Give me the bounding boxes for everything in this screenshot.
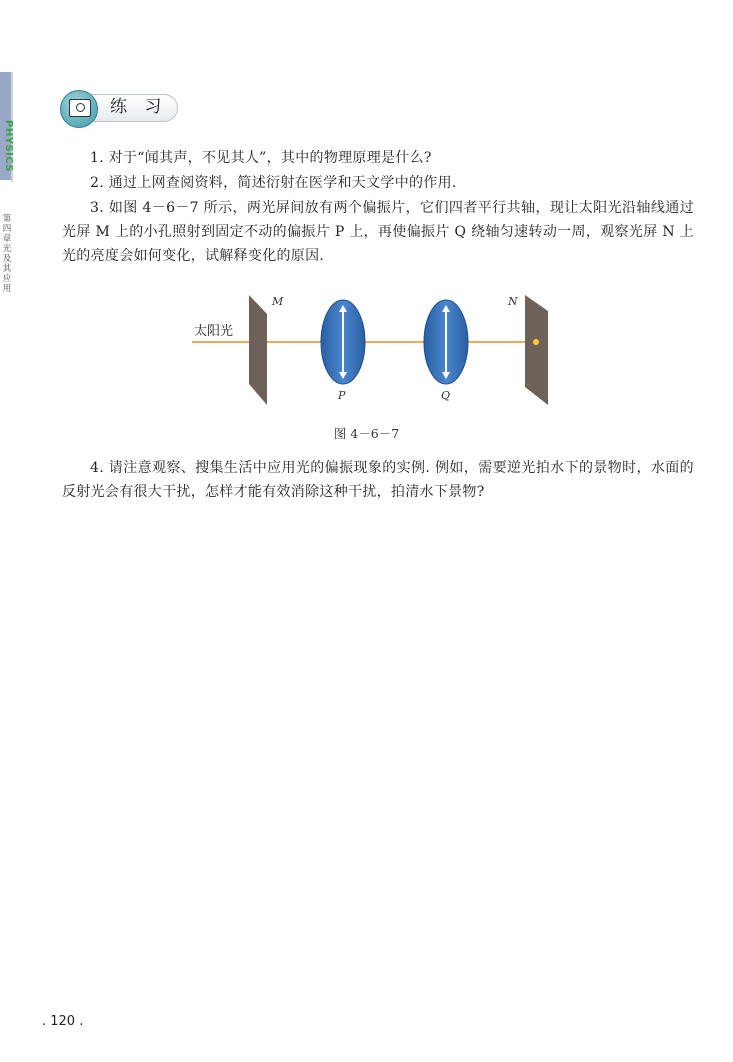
polarizer-p-label: P — [338, 389, 346, 402]
screen-n-label: N — [508, 295, 518, 308]
exercise-badge — [60, 90, 180, 126]
polarizer-diagram — [192, 287, 562, 407]
polarizer-q-label: Q — [441, 389, 451, 402]
light-spot — [533, 339, 539, 345]
physics-label: PHYSICS — [3, 120, 14, 173]
badge-circle — [60, 90, 98, 128]
page-number: . 120 . — [42, 1014, 84, 1029]
chapter-label-text: 第四章 光及其应用 — [2, 214, 20, 294]
chapter-label — [1, 214, 20, 294]
question-1: 1. 对于“闻其声，不见其人”，其中的物理原理是什么? — [90, 150, 432, 166]
screen-m — [249, 295, 267, 405]
question-2: 2. 通过上网查阅资料，简述衍射在医学和天文学中的作用. — [90, 175, 457, 191]
question-4: 4. 请注意观察、搜集生活中应用光的偏振现象的实例. 例如，需要逆光拍水下的景物时，水面的反射光会有很大干扰，怎样才能有效消除这种干扰，拍清水下景物? — [62, 460, 694, 500]
section-title: 练 习 — [110, 97, 168, 117]
question-3: 3. 如图 4－6－7 所示，两光屏间放有两个偏振片，它们四者平行共轴，现让太阳光沿轴线通过光屏 M 上的小孔照射到固定不动的偏振片 P 上，再使偏振片 Q 绕轴匀速转动一周，观察光屏 N 上光的亮度会如何变化，试解释变化的原因. — [62, 200, 694, 264]
polarizer-figure — [192, 287, 562, 407]
sunlight-label: 太阳光 — [194, 324, 234, 339]
screen-m-label: M — [272, 295, 284, 308]
screen-n — [525, 295, 548, 405]
magnifier-icon — [69, 99, 91, 117]
figure-caption: 图 4－6－7 — [333, 426, 400, 441]
